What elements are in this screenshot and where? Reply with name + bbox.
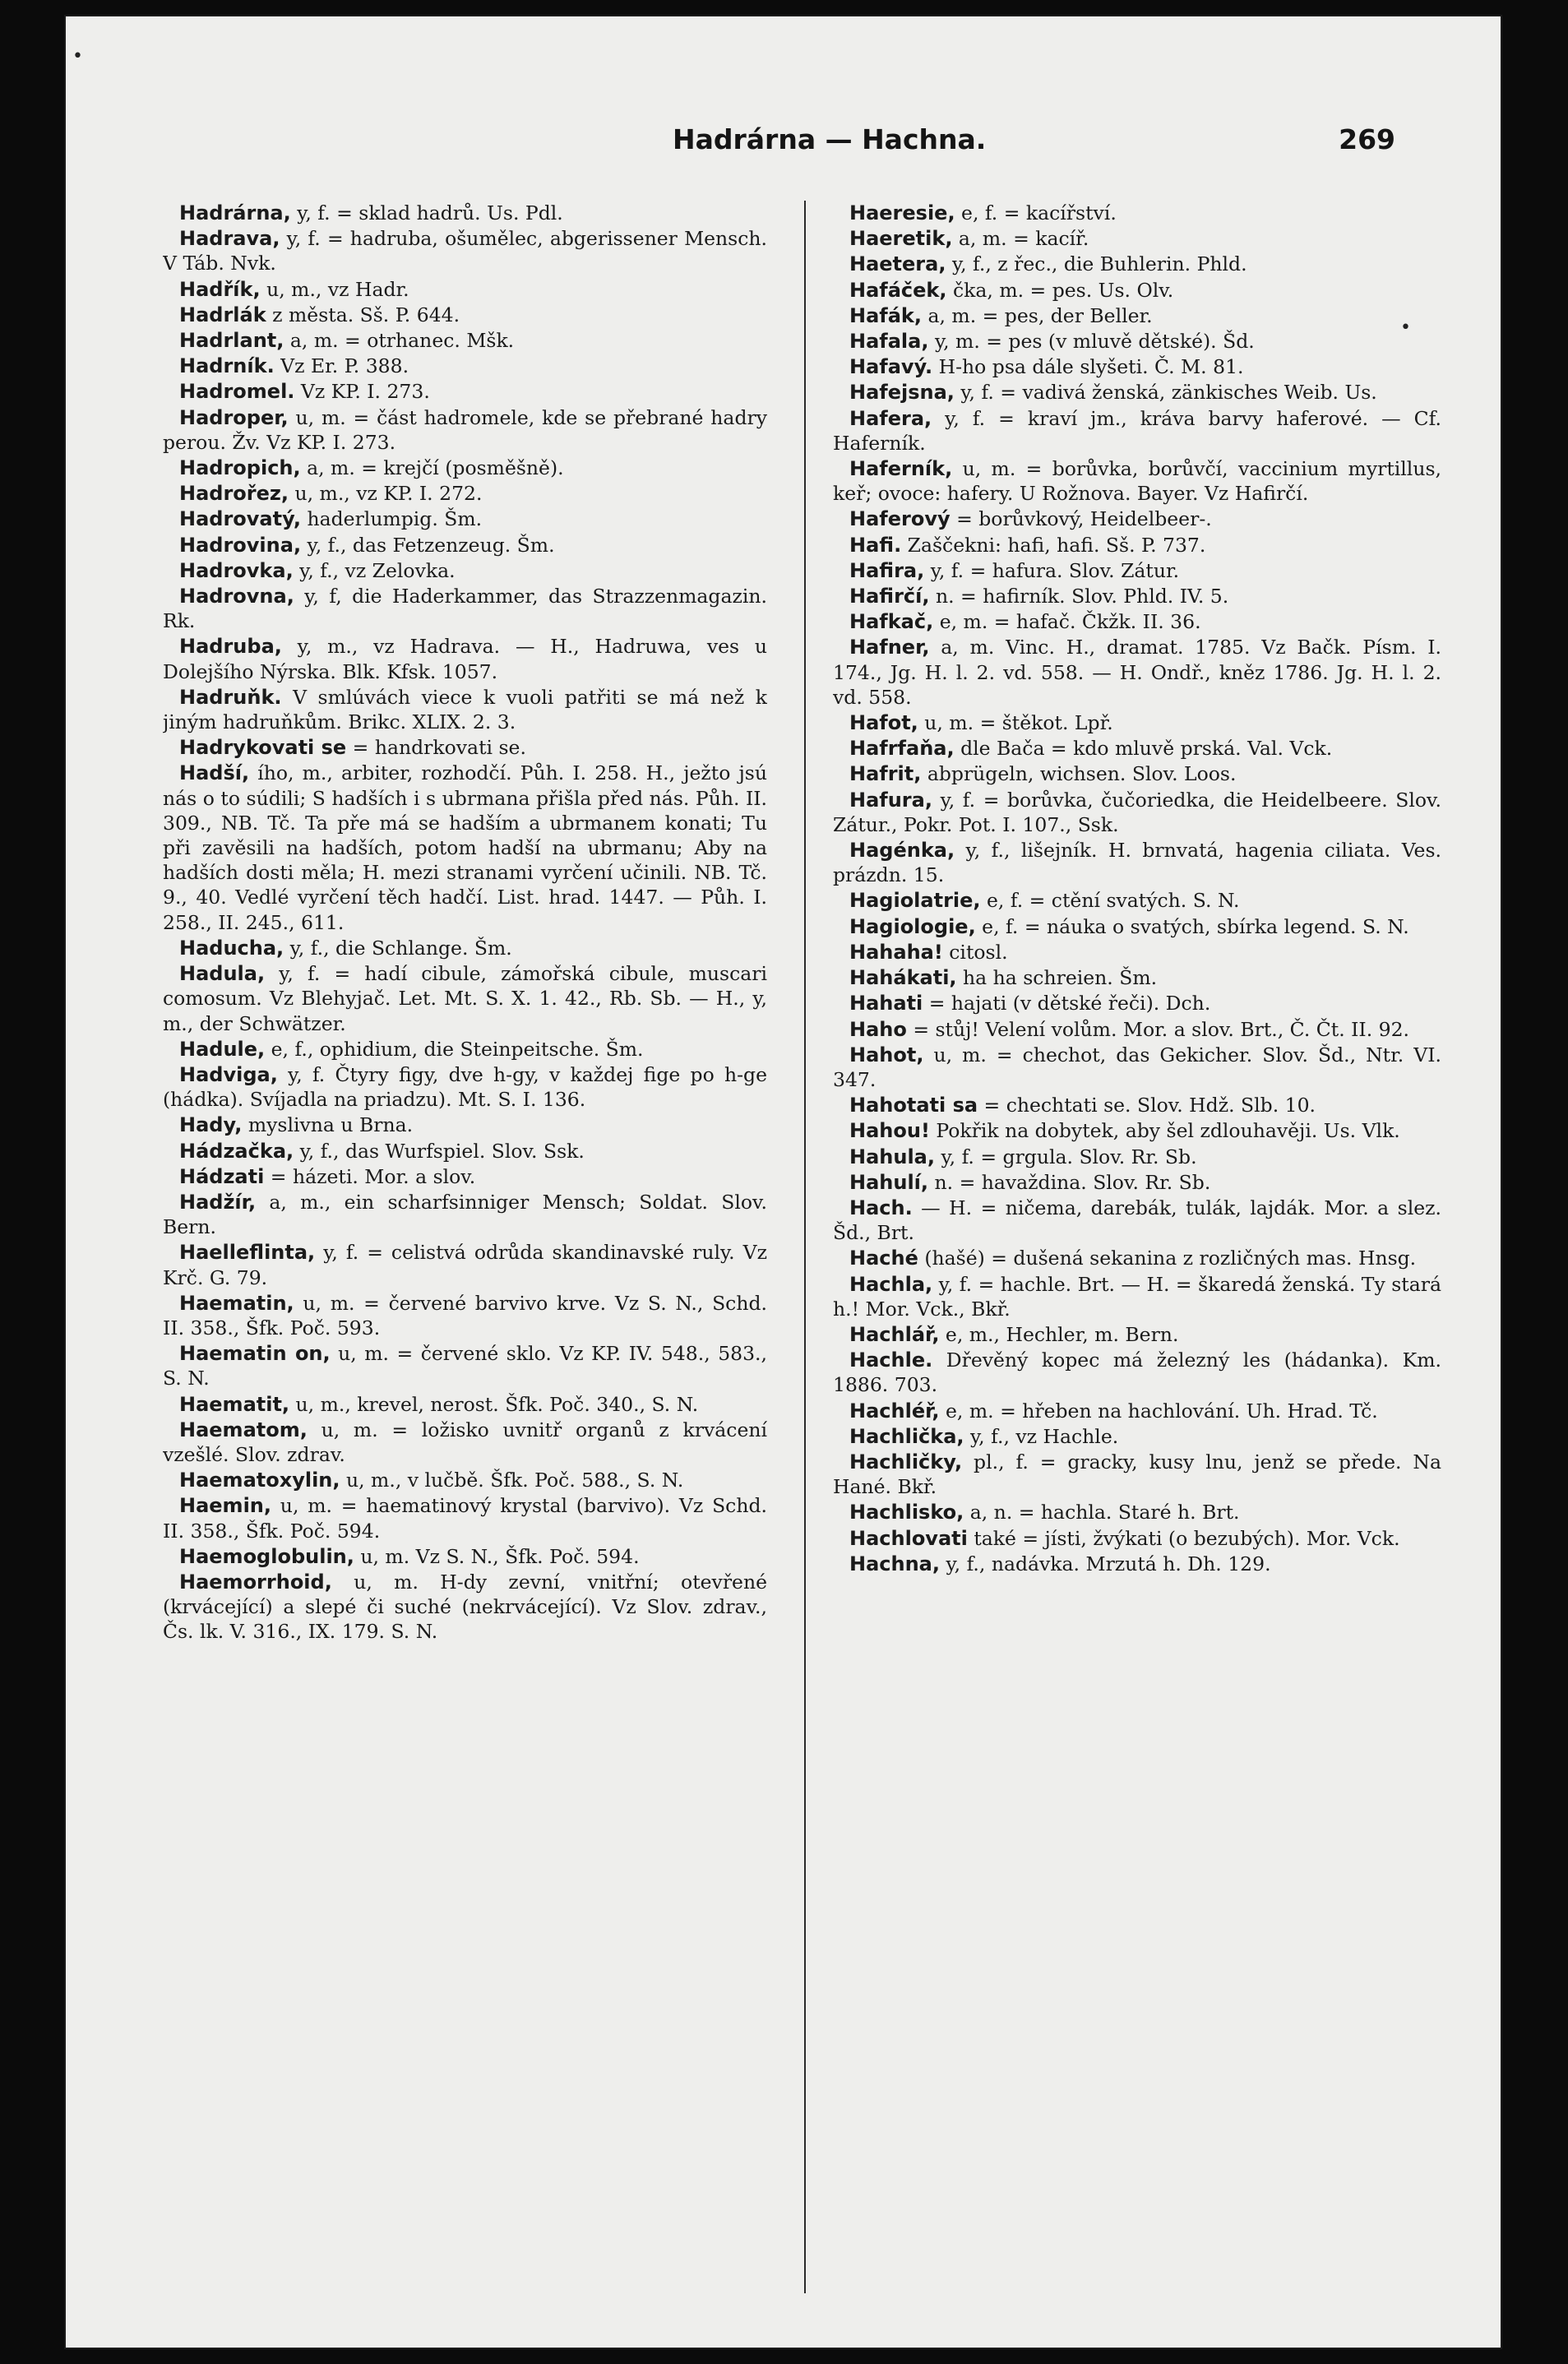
entry-definition: y, f. = vadivá ženská, zänkisches Weib. Us. [954, 381, 1377, 405]
entry-definition: y, f. = hadí cibule, zámořská cibule, muscari comosum. Vz Blehyjač. Let. Mt. S. X. 1. 42., Rb. Sb. — H., y, m., der Schwätzer. [163, 962, 767, 1035]
dictionary-entry [163, 226, 767, 275]
entry-headword: Hahotati sa [849, 1094, 978, 1117]
entry-headword: Hahaha! [849, 940, 943, 964]
entry-headword: Haferový [849, 507, 951, 531]
entry-definition: — H. = ničema, darebák, tulák, lajdák. Mor. a slez. Šd., Brt. [833, 1196, 1441, 1245]
entry-headword: Hafirčí, [849, 585, 930, 608]
entry-definition: u, m. = ložisko uvnitř organů z krvácení vzešlé. Slov. zdrav. [163, 1418, 767, 1466]
dictionary-entry [163, 354, 767, 378]
dictionary-entry [833, 609, 1441, 634]
dictionary-entry [163, 761, 767, 934]
entry-headword: Haeresie, [849, 201, 955, 224]
entry-definition: y, f, die Haderkammer, das Strazzenmagazin. Rk. [163, 585, 767, 633]
entry-definition: y, f., vz Zelovka. [293, 558, 456, 582]
dictionary-page [64, 15, 1502, 2349]
entry-headword: Hahou! [849, 1119, 930, 1143]
dictionary-entry [163, 328, 767, 353]
dictionary-entry [833, 940, 1441, 965]
dictionary-entry [833, 1196, 1441, 1245]
dictionary-entry [163, 961, 767, 1036]
entry-definition: y, f. = hafura. Slov. Zátur. [924, 558, 1180, 582]
entry-definition: čka, m. = pes. Us. Olv. [946, 278, 1174, 302]
entry-headword: Haho [849, 1017, 907, 1041]
entry-headword: Hadrárna, [179, 201, 291, 224]
entry-headword: Hafura, [849, 788, 932, 812]
dictionary-entry [833, 1246, 1441, 1270]
entry-definition: u, m. = haematinový krystal (barvivo). Vz Schd. II. 358., Šfk. Poč. 594. [163, 1494, 767, 1543]
dictionary-entry [163, 1341, 767, 1390]
entry-definition: u, m. Vz S. N., Šfk. Poč. 594. [354, 1544, 640, 1568]
entry-headword: Hadropich, [179, 456, 301, 480]
entry-headword: Hady, [179, 1113, 243, 1137]
entry-headword: Haducha, [179, 936, 284, 960]
entry-headword: Hachlovati [849, 1526, 968, 1550]
entry-headword: Hafala, [849, 330, 929, 354]
entry-definition: u, m. H-dy zevní, vnitřní; otevřené (krvácející) a slepé či suché (nekrvácející). Vz Slov. zdrav., Čs. lk. V. 316., IX. 179. S. N. [163, 1570, 767, 1644]
dictionary-entry [163, 201, 767, 225]
dictionary-entry [163, 481, 767, 506]
dictionary-entry [163, 379, 767, 404]
dictionary-entry [163, 1570, 767, 1645]
dictionary-entry [163, 1418, 767, 1467]
entry-definition: Pokřik na dobytek, aby šel zdlouhavěji. Us. Vlk. [929, 1119, 1400, 1143]
entry-headword: Haelleflinta, [179, 1241, 316, 1265]
entry-headword: Hadrykovati se [179, 736, 347, 760]
entry-definition: a, m. Vinc. H., dramat. 1785. Vz Bačk. Písm. I. 174., Jg. H. l. 2. vd. 558. — H. Ondř., kněz 1786. Jg. H. l. 2. vd. 558. [833, 636, 1441, 709]
entry-headword: Hahati [849, 992, 923, 1015]
entry-definition: e, f., ophidium, die Steinpeitsche. Šm. [265, 1037, 644, 1061]
entry-headword: Hafrit, [849, 762, 922, 786]
entry-definition: pl., f. = gracky, kusy lnu, jenž se přede. Na Hané. Bkř. [833, 1450, 1441, 1499]
entry-definition: citosl. [942, 940, 1008, 964]
entry-headword: Haematoxylin, [179, 1469, 340, 1492]
entry-definition: Vz KP. I. 273. [294, 380, 430, 404]
entry-headword: Hafáček, [849, 278, 947, 302]
entry-definition: = hajati (v dětské řeči). Dch. [923, 992, 1211, 1015]
entry-definition: e, f. = náuka o svatých, sbírka legend. S. N. [975, 914, 1409, 938]
entry-headword: Hafrfaňa, [849, 737, 955, 761]
dictionary-entry [833, 354, 1441, 379]
dictionary-entry [833, 380, 1441, 405]
entry-headword: Hagiolatrie, [849, 889, 981, 913]
entry-headword: Hadžír, [179, 1190, 257, 1214]
dictionary-entry [833, 1170, 1441, 1195]
entry-definition: a, n. = hachla. Staré h. Brt. [964, 1501, 1240, 1524]
dictionary-entry [163, 1544, 767, 1569]
entry-headword: Hadviga, [179, 1062, 278, 1086]
dictionary-entry [163, 1240, 767, 1289]
dictionary-entry [833, 1118, 1441, 1143]
dictionary-entry [833, 914, 1441, 939]
entry-headword: Hahulí, [849, 1170, 929, 1194]
dictionary-entry [833, 1424, 1441, 1449]
dictionary-entry [833, 1145, 1441, 1169]
entry-headword: Hadula, [179, 962, 266, 986]
entry-headword: Hadřík, [179, 277, 261, 301]
entry-headword: Hadrovka, [179, 558, 294, 582]
entry-headword: Haché [849, 1247, 918, 1270]
entry-headword: Hadrovna, [179, 585, 294, 608]
entry-definition: a, m. = kacíř. [952, 227, 1089, 251]
entry-definition: = stůj! Velení volům. Mor. a slov. Brt., Č. Čt. II. 92. [906, 1017, 1410, 1041]
entry-definition: e, f. = ctění svatých. S. N. [980, 889, 1240, 913]
dictionary-entry [163, 1164, 767, 1189]
entry-headword: Hadruba, [179, 635, 282, 659]
dictionary-entry [163, 1291, 767, 1340]
entry-definition: (hašé) = dušená sekanina z rozličných mas. Hnsg. [918, 1247, 1417, 1270]
entry-definition: u, m. = červené sklo. Vz KP. IV. 548., 583., S. N. [163, 1342, 767, 1390]
entry-definition: e, m. = hřeben na hachlování. Uh. Hrad. Tč. [939, 1399, 1378, 1423]
dictionary-entry [833, 507, 1441, 531]
entry-definition: ího, m., arbiter, rozhodčí. Půh. I. 258. H., ježto jsú nás o to súdili; S hadších i s ubrmana přišla před nás. Půh. II. 309., NB. Tč. Ta pře má se hadším a ubrmanem konati; Tu při zavěsili na hadších, potom hadší na ubrmanu; Aby na hadších dosti měla; H. mezi stranami vyrčení učinili. NB. Tč. 9., 40. Vedlé vyrčení těch hadčí. List. hrad. 1447. — Půh. I. 258., II. 245., 611. [163, 761, 767, 934]
entry-definition: u, m. = část hadromele, kde se přebrané hadry perou. Žv. Vz KP. I. 273. [163, 405, 767, 454]
dictionary-entry [833, 252, 1441, 276]
dictionary-entry [833, 533, 1441, 557]
entry-headword: Hadrovina, [179, 533, 302, 557]
entry-definition: y, f., z řec., die Buhlerin. Phld. [946, 252, 1247, 276]
dictionary-entry [163, 1113, 767, 1137]
entry-headword: Hachlička, [849, 1424, 964, 1448]
dictionary-entry [833, 838, 1441, 887]
entry-headword: Hadší, [179, 761, 250, 785]
entry-definition: myslivna u Brna. [242, 1113, 414, 1137]
dictionary-entry [833, 788, 1441, 837]
dictionary-entry [833, 965, 1441, 990]
entry-headword: Haetera, [849, 252, 946, 276]
entry-definition: n. = hafirník. Slov. Phld. IV. 5. [929, 585, 1229, 608]
entry-headword: Hadromel. [179, 380, 295, 404]
entry-definition: y, f., nadávka. Mrzutá h. Dh. 129. [940, 1552, 1271, 1575]
entry-definition: dle Bača = kdo mluvě prská. Val. Vck. [954, 737, 1333, 761]
entry-headword: Hachle. [849, 1349, 933, 1372]
dictionary-entry [163, 634, 767, 683]
entry-headword: Haematin on, [179, 1342, 331, 1366]
entry-headword: Hafavý. [849, 355, 933, 379]
dictionary-entry [163, 936, 767, 960]
entry-headword: Hádzačka, [179, 1139, 294, 1163]
dictionary-entry [833, 226, 1441, 251]
entry-definition: u, m., krevel, nerost. Šfk. Poč. 340., S. N. [289, 1392, 699, 1416]
entry-headword: Hadroper, [179, 405, 289, 429]
entry-headword: Hadrník. [179, 354, 275, 378]
entry-headword: Hádzati [179, 1164, 265, 1188]
entry-headword: Hafira, [849, 558, 925, 582]
entry-headword: Haeretik, [849, 227, 953, 251]
entry-definition: a, m., ein scharfsinniger Mensch; Soldat. Slov. Bern. [163, 1190, 767, 1239]
entry-definition: y, f. = grgula. Slov. Rr. Sb. [935, 1145, 1197, 1168]
entry-headword: Hafot, [849, 711, 918, 735]
entry-definition: y, m. = pes (v mluvě dětské). Šd. [928, 330, 1255, 354]
entry-definition: = házeti. Mor. a slov. [264, 1164, 476, 1188]
right-column [833, 201, 1441, 2306]
column-divider [804, 201, 806, 2293]
dictionary-entry [833, 456, 1441, 506]
entry-headword: Hadrlant, [179, 329, 284, 353]
entry-headword: Hafák, [849, 303, 922, 327]
entry-definition: ha ha schreien. Šm. [956, 966, 1158, 990]
dictionary-entry [833, 991, 1441, 1015]
entry-headword: Hachličky, [849, 1450, 963, 1473]
entry-definition: y, f. = celistvá odrůda skandinavské ruly. Vz Krč. G. 79. [163, 1241, 767, 1289]
entry-definition: a, m. = krejčí (posměšně). [300, 456, 564, 480]
entry-headword: Haematit, [179, 1392, 290, 1416]
dictionary-entry [163, 1062, 767, 1112]
dictionary-entry [833, 635, 1441, 710]
dictionary-entry [833, 1348, 1441, 1397]
entry-definition: y, f. = borůvka, čučoriedka, die Heidelbeere. Slov. Zátur., Pokr. Pot. I. 107., Ssk. [833, 788, 1441, 836]
entry-headword: Hagiologie, [849, 914, 976, 938]
entry-headword: Haemorrhoid, [179, 1570, 332, 1594]
entry-definition: V smlúvách viece k vuoli patřiti se má než k jiným hadruňkům. Brikc. XLIX. 2. 3. [163, 685, 767, 734]
entry-headword: Haemin, [179, 1494, 271, 1518]
dictionary-entry [833, 584, 1441, 608]
dictionary-entry [833, 736, 1441, 761]
entry-definition: y, f. = kraví jm., kráva barvy haferové. — Cf. Haferník. [833, 406, 1441, 455]
dictionary-entry [833, 278, 1441, 303]
entry-definition: y, f., das Wurfspiel. Slov. Ssk. [294, 1139, 585, 1163]
dictionary-entry [833, 1552, 1441, 1576]
entry-definition: e, m., Hechler, m. Bern. [939, 1322, 1179, 1346]
dictionary-entry [833, 406, 1441, 456]
entry-headword: Hahot, [849, 1043, 924, 1066]
dictionary-entry [833, 1450, 1441, 1499]
dictionary-entry [163, 1037, 767, 1062]
entry-definition: y, f., das Fetzenzeug. Šm. [301, 533, 555, 557]
entry-definition: y, f., vz Hachle. [964, 1424, 1119, 1448]
entry-headword: Hachlisko, [849, 1501, 964, 1524]
dictionary-entry [163, 1468, 767, 1492]
entry-definition: = handrkovati se. [346, 736, 526, 760]
entry-headword: Hahula, [849, 1145, 935, 1168]
entry-headword: Hagénka, [849, 839, 955, 863]
dictionary-entry [163, 584, 767, 633]
entry-headword: Hadrava, [179, 227, 280, 251]
dictionary-entry [833, 710, 1441, 735]
dictionary-entry [833, 329, 1441, 354]
entry-definition: u, m., v lučbě. Šfk. Poč. 588., S. N. [340, 1469, 684, 1492]
entry-definition: y, f. Čtyry figy, dve h-gy, v každej fige po h-ge (hádka). Svíjadla na priadzu). Mt. S. I. 136. [163, 1062, 767, 1112]
entry-definition: y, f. = sklad hadrů. Us. Pdl. [290, 201, 563, 224]
margin-dot: • [72, 46, 83, 67]
entry-headword: Hadruňk. [179, 685, 282, 709]
dictionary-entry [163, 1493, 767, 1543]
entry-definition: a, m. = pes, der Beller. [922, 303, 1153, 327]
dictionary-entry [833, 761, 1441, 786]
dictionary-entry [833, 1322, 1441, 1347]
entry-definition: Zaščekni: hafi, hafi. Sš. P. 737. [901, 533, 1206, 557]
dictionary-entry [163, 735, 767, 760]
entry-headword: Hachna, [849, 1552, 940, 1575]
entry-definition: také = jísti, žvýkati (o bezubých). Mor. Vck. [967, 1526, 1400, 1550]
dictionary-entry [833, 888, 1441, 913]
dictionary-entry [163, 507, 767, 531]
dictionary-entry [833, 303, 1441, 328]
entry-definition: H-ho psa dále slyšeti. Č. M. 81. [932, 355, 1244, 379]
entry-definition: = chechtati se. Slov. Hdž. Slb. 10. [978, 1094, 1316, 1117]
dictionary-entry [833, 201, 1441, 225]
entry-definition: u, m. = červené barvivo krve. Vz S. N., Schd. II. 358., Šfk. Poč. 593. [163, 1291, 767, 1339]
entry-headword: Hafera, [849, 406, 932, 430]
running-title: Hadrárna — Hachna. [673, 123, 987, 155]
entry-definition: y, f. = hadruba, ošumělec, abgerissener Mensch. V Táb. Nvk. [163, 227, 767, 275]
entry-definition: y, f., die Schlange. Šm. [284, 936, 512, 960]
entry-definition: = borůvkový, Heidelbeer-. [950, 507, 1212, 531]
entry-definition: abprügeln, wichsen. Slov. Loos. [921, 762, 1237, 786]
entry-definition: e, f. = kacířství. [955, 201, 1117, 224]
entry-headword: Hafejsna, [849, 381, 955, 405]
entry-headword: Hadrovatý, [179, 507, 301, 531]
entry-definition: a, m. = otrhanec. Mšk. [284, 329, 515, 353]
entry-headword: Haemoglobulin, [179, 1544, 354, 1568]
entry-definition: Dřevěný kopec má železný les (hádanka). Km. 1886. 703. [833, 1349, 1441, 1397]
entry-definition: haderlumpig. Šm. [301, 507, 483, 531]
dictionary-entry [833, 1093, 1441, 1117]
entry-headword: Hadrořez, [179, 482, 289, 506]
entry-headword: Haematom, [179, 1418, 308, 1441]
entry-headword: Hafkač, [849, 610, 934, 634]
entry-headword: Hahákati, [849, 966, 957, 990]
entry-definition: e, m. = hafač. Čkžk. II. 36. [933, 610, 1201, 634]
dictionary-entry [833, 1272, 1441, 1321]
dictionary-entry [833, 1017, 1441, 1042]
dictionary-entry [163, 558, 767, 583]
entry-headword: Hafner, [849, 636, 930, 659]
dictionary-entry [833, 1043, 1441, 1092]
entry-headword: Hachlář, [849, 1322, 940, 1346]
dictionary-entry [163, 277, 767, 302]
entry-definition: y, f. = hachle. Brt. — H. = škaredá ženská. Ty stará h.! Mor. Vck., Bkř. [833, 1272, 1441, 1321]
entry-headword: Hafi. [849, 533, 902, 557]
dictionary-entry [833, 1500, 1441, 1524]
entry-headword: Hadrlák [179, 303, 266, 326]
entry-headword: Haferník, [849, 457, 953, 481]
entry-definition: u, m., vz Hadr. [260, 277, 409, 301]
margin-dot: • [1400, 317, 1411, 338]
entry-definition: Vz Er. P. 388. [274, 354, 409, 378]
dictionary-entry [163, 1139, 767, 1163]
dictionary-entry [833, 1399, 1441, 1423]
entry-definition: y, f., lišejník. H. brnvatá, hagenia ciliata. Ves. prázdn. 15. [833, 839, 1441, 887]
entry-headword: Hachla, [849, 1272, 933, 1296]
entry-headword: Hachléř, [849, 1399, 940, 1423]
dictionary-entry [163, 456, 767, 480]
dictionary-entry [163, 405, 767, 455]
entry-definition: u, m. = štěkot. Lpř. [918, 711, 1113, 735]
entry-definition: u, m., vz KP. I. 272. [288, 482, 483, 506]
entry-definition: z města. Sš. P. 644. [266, 303, 460, 326]
dictionary-entry [833, 1526, 1441, 1551]
dictionary-entry [163, 303, 767, 327]
page-header [64, 123, 1502, 164]
entry-headword: Haematin, [179, 1291, 294, 1315]
entry-definition: y, m., vz Hadrava. — H., Hadruwa, ves u Dolejšího Nýrska. Blk. Kfsk. 1057. [163, 635, 767, 683]
entry-headword: Hach. [849, 1196, 913, 1219]
entry-definition: u, m. = chechot, das Gekicher. Slov. Šd., Ntr. VI. 347. [833, 1043, 1441, 1091]
dictionary-entry [163, 533, 767, 557]
dictionary-entry [833, 558, 1441, 583]
dictionary-entry [163, 1190, 767, 1239]
entry-definition: u, m. = borůvka, borůvčí, vaccinium myrtillus, keř; ovoce: hafery. U Rožnova. Bayer. Vz Hafirčí. [833, 457, 1441, 506]
left-column [163, 201, 767, 2306]
page-number: 269 [1339, 123, 1395, 155]
entry-definition: n. = havaždina. Slov. Rr. Sb. [928, 1170, 1211, 1194]
dictionary-entry [163, 685, 767, 734]
entry-headword: Hadule, [179, 1037, 266, 1061]
dictionary-entry [163, 1392, 767, 1417]
